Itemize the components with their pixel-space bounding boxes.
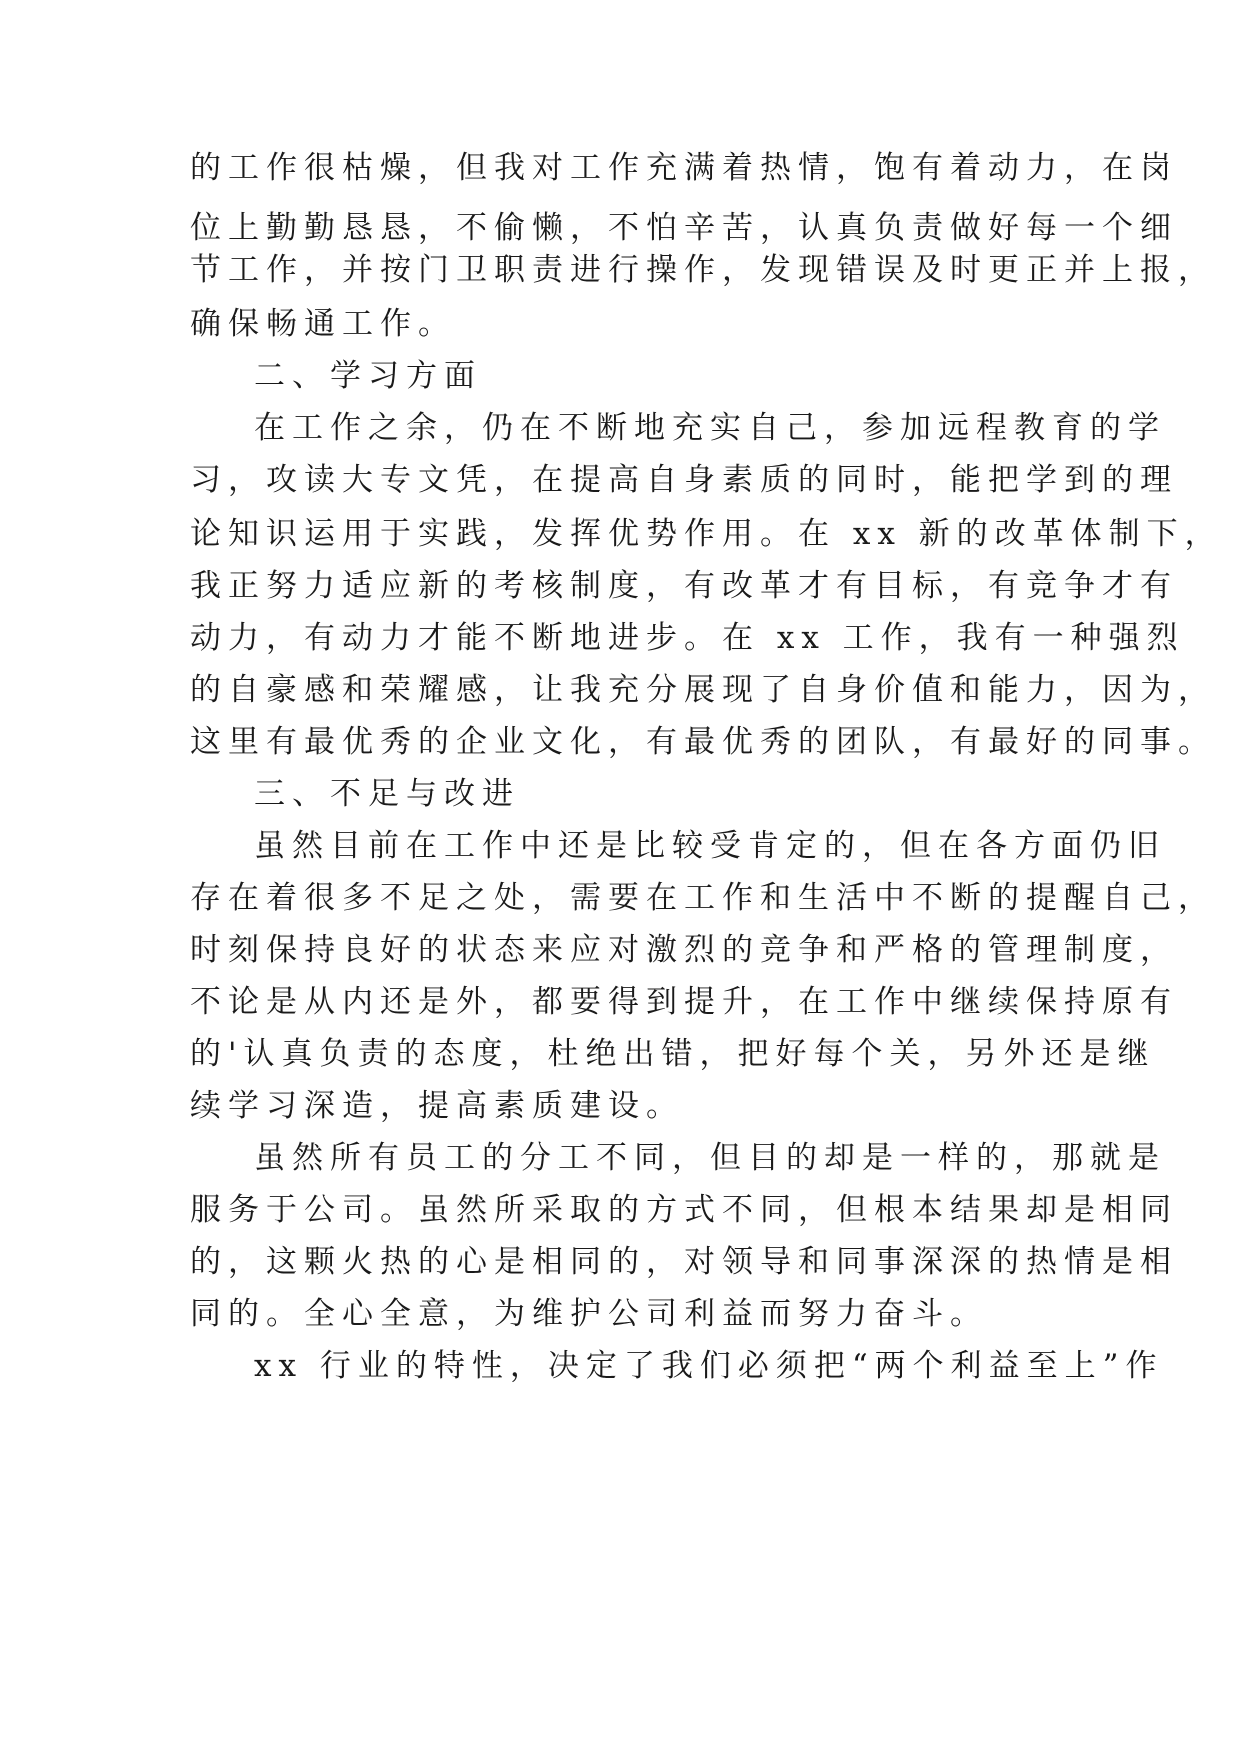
- body-text-line: 服务于公司。虽然所采取的方式不同，但根本结果却是相同: [190, 1192, 1178, 1228]
- body-text-line: 我正努力适应新的考核制度，有改革才有目标，有竞争才有: [190, 568, 1178, 604]
- body-text-line: 不论是从内还是外，都要得到提升，在工作中继续保持原有: [190, 984, 1178, 1020]
- body-text-line: 的工作很枯燥，但我对工作充满着热情，饱有着动力，在岗: [190, 150, 1178, 186]
- body-text-line: 位上勤勤恳恳，不偷懒，不怕辛苦，认真负责做好每一个细: [190, 210, 1178, 246]
- body-text-line: 存在着很多不足之处，需要在工作和生活中不断的提醒自己，: [190, 880, 1216, 916]
- body-text-line: 的自豪感和荣耀感，让我充分展现了自身价值和能力，因为，: [190, 672, 1216, 708]
- body-text-line: 续学习深造，提高素质建设。: [190, 1088, 684, 1124]
- body-text-line: 时刻保持良好的状态来应对激烈的竞争和严格的管理制度，: [190, 932, 1178, 968]
- body-text-line: 的，这颗火热的心是相同的，对领导和同事深深的热情是相: [190, 1244, 1178, 1280]
- body-text-line: 动力，有动力才能不断地进步。在 xx 工作，我有一种强烈: [190, 620, 1185, 656]
- body-text-line: 这里有最优秀的企业文化，有最优秀的团队，有最好的同事。: [190, 724, 1216, 760]
- body-text-line: 在工作之余，仍在不断地充实自己，参加远程教育的学: [254, 410, 1166, 446]
- section-heading: 二、学习方面: [254, 358, 482, 394]
- body-text-line: 习，攻读大专文凭，在提高自身素质的同时，能把学到的理: [190, 462, 1178, 498]
- body-text-line: 论知识运用于实践，发挥优势作用。在 xx 新的改革体制下，: [190, 516, 1223, 552]
- body-text-line: 虽然所有员工的分工不同，但目的却是一样的，那就是: [254, 1140, 1166, 1176]
- body-text-line: xx 行业的特性，决定了我们必须把“两个利益至上”作: [254, 1348, 1164, 1384]
- body-text-line: 确保畅通工作。: [190, 306, 456, 342]
- body-text-line: 的'认真负责的态度，杜绝出错，把好每个关，另外还是继: [190, 1036, 1156, 1072]
- body-text-line: 节工作，并按门卫职责进行操作，发现错误及时更正并上报，: [190, 252, 1216, 288]
- body-text-line: 同的。全心全意，为维护公司利益而努力奋斗。: [190, 1296, 988, 1332]
- body-text-line: 虽然目前在工作中还是比较受肯定的，但在各方面仍旧: [254, 828, 1166, 864]
- section-heading: 三、不足与改进: [254, 776, 520, 812]
